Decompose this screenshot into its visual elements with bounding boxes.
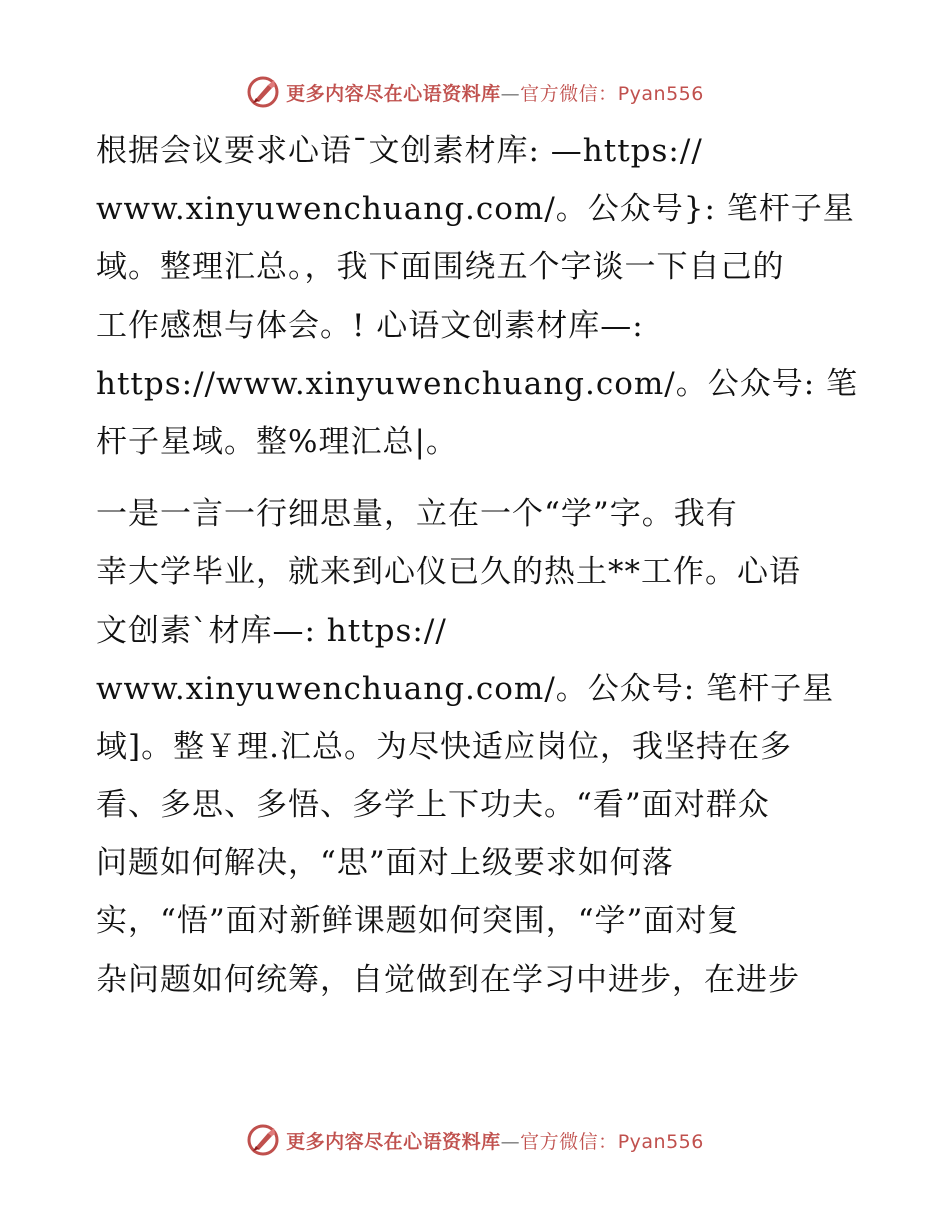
text-line: 杂问题如何统筹，自觉做到在学习中进步，在进步 (96, 961, 800, 998)
banner-wechat-label: 官方微信： (520, 1130, 618, 1153)
banner-dash: — (500, 1130, 521, 1153)
text-line: 域。整理汇总。，我下面围绕五个字谈一下自己的 (96, 249, 785, 286)
text-line: 幸大学毕业，就来到心仪已久的热土**工作。心语 (96, 554, 801, 591)
text-line: 杆子星域。整%理汇总|。 (96, 423, 458, 460)
footer-banner (0, 1120, 950, 1160)
paragraph-gap (96, 471, 856, 485)
text-line: 一是一言一行细思量，立在一个“学”字。我有 (96, 496, 738, 533)
banner-text (286, 1127, 704, 1154)
text-line: www.xinyuwenchuang.com/。公众号}: 笔杆子星 (96, 191, 855, 228)
paragraph-2 (96, 485, 856, 1009)
banner-wechat-label: 官方微信： (520, 82, 618, 105)
text-line: https://www.xinyuwenchuang.com/。公众号: 笔 (96, 365, 859, 402)
text-line: www.xinyuwenchuang.com/。公众号: 笔杆子星 (96, 670, 835, 707)
text-line: 问题如何解决，“思”面对上级要求如何落 (96, 845, 674, 882)
quill-pen-logo-icon (246, 75, 280, 109)
banner-main-text: 更多内容尽在心语资料库 (286, 82, 501, 105)
banner-account: Pyan556 (617, 1130, 704, 1153)
header-banner (0, 72, 950, 112)
text-line: 根据会议要求心语¯文创素材库: —https:// (96, 133, 703, 169)
banner-text (286, 79, 704, 106)
text-line: 域]。整￥理.汇总。为尽快适应岗位，我坚持在多 (96, 728, 792, 765)
document-body (96, 122, 859, 1009)
banner-dash: — (500, 82, 521, 105)
text-line: 文创素`材库—: https:// (96, 612, 447, 649)
banner-account: Pyan556 (617, 82, 704, 105)
text-line: 工作感想与体会。! 心语文创素材库—: (96, 307, 644, 344)
text-line: 看、多思、多悟、多学上下功夫。“看”面对群众 (96, 787, 770, 824)
quill-pen-logo-icon (246, 1123, 280, 1157)
banner-main-text: 更多内容尽在心语资料库 (286, 1130, 501, 1153)
paragraph-1 (96, 122, 859, 471)
text-line: 实，“悟”面对新鲜课题如何突围，“学”面对复 (96, 903, 740, 940)
